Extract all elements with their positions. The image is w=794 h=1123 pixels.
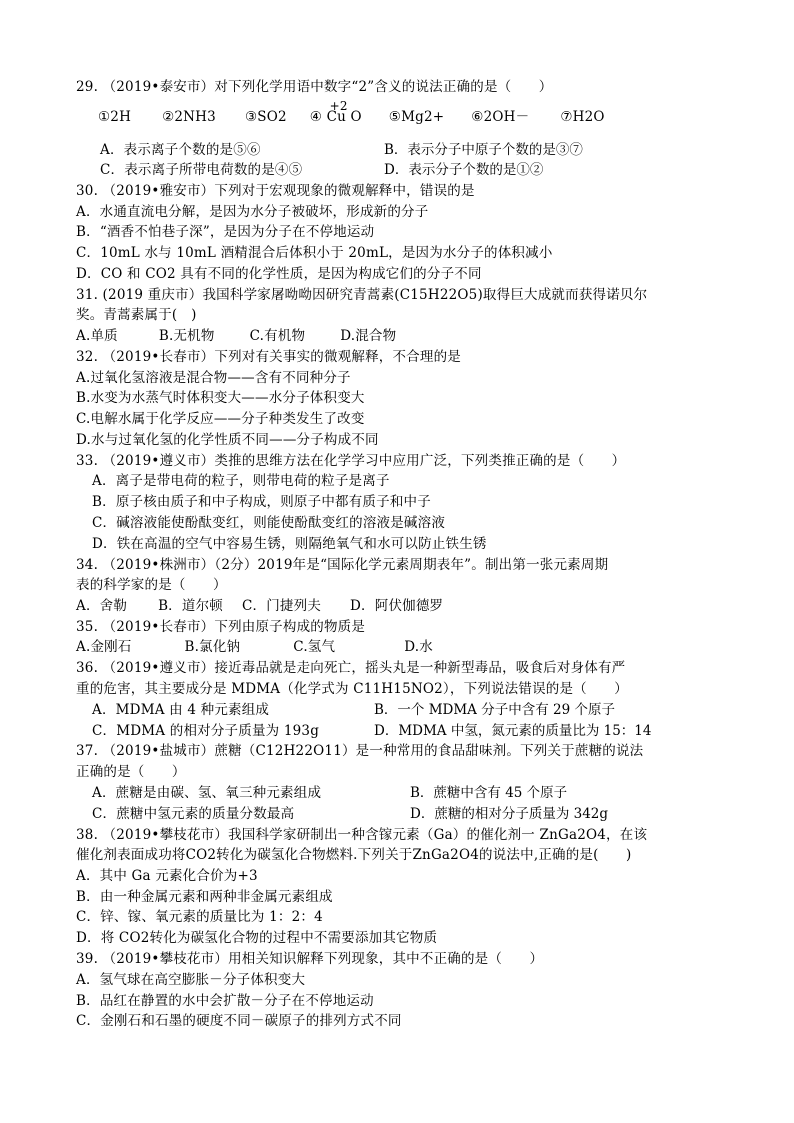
question-30-option-b: B．“酒香不怕巷子深”，是因为分子在不停地运动: [76, 224, 375, 240]
question-32-option-a: A.过氧化氢溶液是混合物——含有不同种分子: [76, 370, 351, 386]
question-33-stem: 33. （2019•遵义市）类推的思维方法在化学学习中应用广泛，下列类推正确的是（ ）: [76, 453, 626, 469]
question-37-option-a: A．蔗糖是由碳、氢、氧三种元素组成: [92, 785, 322, 801]
question-32-option-c: C.电解水属于化学反应——分子种类发生了改变: [76, 411, 365, 427]
question-37-option-c: C．蔗糖中氢元素的质量分数最高: [92, 806, 295, 822]
question-30-stem: 30. （2019•雅安市）下列对于宏观现象的微观解释中，错误的是: [76, 183, 475, 199]
question-38-option-c: C．锌、镓、氧元素的质量比为 1：2：4: [76, 909, 323, 925]
question-31-stem-cont: 奖。青蒿素属于( ): [76, 307, 197, 323]
question-30-option-d: D．CO 和 CO2 具有不同的化学性质，是因为构成它们的分子不同: [76, 266, 482, 282]
question-36-option-a: A．MDMA 由 4 种元素组成: [92, 702, 270, 718]
question-33-option-c: C．碱溶液能使酚酞变红，则能使酚酞变红的溶液是碱溶液: [92, 515, 446, 531]
question-39-option-a: A．氢气球在高空膨胀－分子体积变大: [76, 972, 306, 988]
question-38-option-d: D．将 CO2转化为碳氢化合物的过程中不需要添加其它物质: [76, 930, 438, 946]
question-36-option-c: C．MDMA 的相对分子质量为 193g: [92, 723, 320, 739]
question-29-option-d: D．表示分子个数的是①②: [384, 162, 544, 178]
copper-oxide-symbol: +2 Cu O: [326, 99, 362, 125]
question-38-stem-cont: 催化剂表面成功将CO2转化为碳氢化合物燃料.下列关于ZnGa2O4的说法中,正确的是( ): [76, 847, 632, 863]
question-31-stem: 31. (2019 重庆市）我国科学家屠呦呦因研究青蒿素(C15H22O5)取得巨大成就而获得诺贝尔: [76, 287, 648, 303]
question-34-stem: 34. （2019•株洲市）（2分）2019年是“国际化学元素周期表年”。制出第一张元素周期: [76, 557, 609, 573]
question-34-options: A．舍勒 B．道尔顿 C．门捷列夫 D．阿伏伽德罗: [76, 598, 444, 614]
question-32-option-d: D.水与过氧化氢的化学性质不同——分子构成不同: [76, 432, 379, 448]
question-33-option-b: B．原子核由质子和中子构成，则原子中都有质子和中子: [92, 494, 431, 510]
question-33-option-d: D．铁在高温的空气中容易生锈，则隔绝氧气和水可以防止铁生锈: [92, 536, 487, 552]
question-38-stem: 38. （2019•攀枝花市）我国科学家研制出一种含镓元素（Ga）的催化剂一 ZnGa2O4，在该: [76, 827, 648, 843]
question-36-option-d: D．MDMA 中氢，氮元素的质量比为 15：14: [374, 723, 652, 739]
question-30-option-c: C．10mL 水与 10mL 酒精混合后体积小于 20mL，是因为水分子的体积减小: [76, 245, 553, 261]
question-34-stem-cont: 表的科学家的是（ ）: [76, 577, 227, 593]
question-29-option-a: A．表示离子个数的是⑤⑥: [100, 142, 261, 158]
question-37-stem: 37. （2019•盐城市）蔗糖（C12H22O11）是一种常用的食品甜味剂。下列关于蔗糖的说法: [76, 743, 644, 759]
question-38-option-a: A．其中 Ga 元素化合价为+3: [76, 868, 258, 884]
question-39-option-b: B．品红在静置的水中会扩散－分子在不停地运动: [76, 993, 374, 1009]
question-38-option-b: B．由一种金属元素和两种非金属元素组成: [76, 889, 333, 905]
question-29-option-c: C．表示离子所带电荷数的是④⑤: [100, 162, 303, 178]
question-39-option-c: C．金刚石和石墨的硬度不同－碳原子的排列方式不同: [76, 1013, 402, 1029]
question-31-options: A.单质 B.无机物 C.有机物 D.混合物: [76, 328, 397, 344]
question-39-stem: 39. （2019•攀枝花市）用相关知识解释下列现象，其中不正确的是（ ）: [76, 951, 544, 967]
question-35-options: A.金刚石 B.氯化钠 C.氢气 D.水: [76, 639, 433, 655]
question-36-stem-cont: 重的危害，其主要成分是 MDMA（化学式为 C11H15NO2），下列说法错误的是（ ）: [76, 681, 628, 697]
question-32-option-b: B.水变为水蒸气时体积变大——水分子体积变大: [76, 390, 365, 406]
question-29-option-b: B．表示分子中原子个数的是③⑦: [384, 142, 583, 158]
question-29-stem: 29. （2019•泰安市）对下列化学用语中数字“2”含义的说法正确的是（ ）: [76, 79, 553, 95]
question-36-option-b: B．一个 MDMA 分子中含有 29 个原子: [374, 702, 615, 718]
question-37-option-d: D．蔗糖的相对分子质量为 342g: [410, 806, 609, 822]
question-29-symbols: ①2H ②2NH3 ③SO2 ④ +2 Cu O ⑤Mg2+ ⑥2OH－ ⑦H2O: [98, 99, 605, 125]
question-36-stem: 36. （2019•遵义市）接近毒品就是走向死亡，摇头丸是一种新型毒品，吸食后对身体有严: [76, 660, 626, 676]
question-33-option-a: A．离子是带电荷的粒子，则带电荷的粒子是离子: [92, 473, 390, 489]
question-30-option-a: A．水通直流电分解，是因为水分子被破坏，形成新的分子: [76, 204, 429, 220]
question-37-stem-cont: 正确的是（ ）: [76, 764, 186, 780]
question-37-option-b: B．蔗糖中含有 45 个原子: [410, 785, 568, 801]
question-35-stem: 35. （2019•长春市）下列由原子构成的物质是: [76, 619, 366, 635]
question-32-stem: 32. （2019•长春市）下列对有关事实的微观解释，不合理的是: [76, 349, 461, 365]
